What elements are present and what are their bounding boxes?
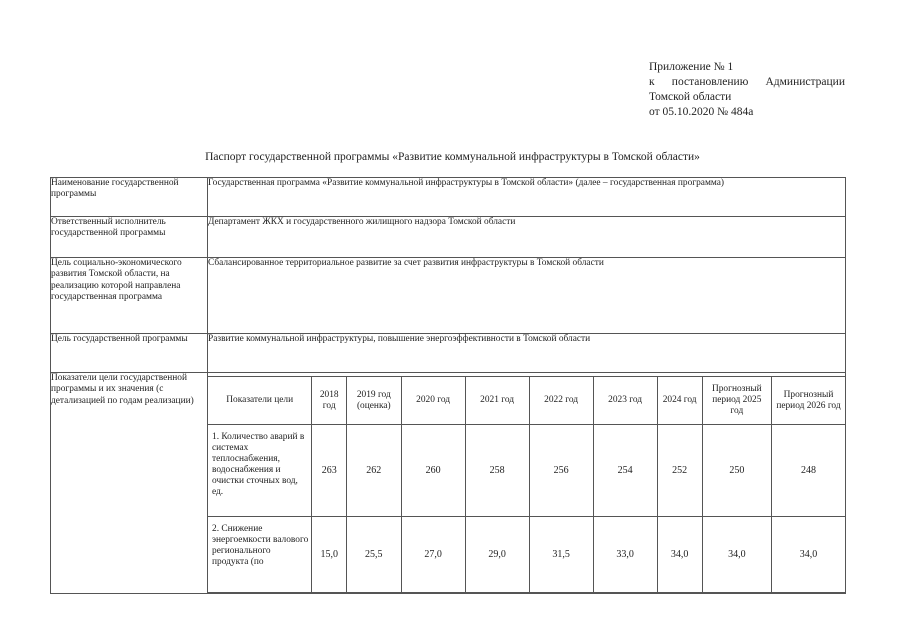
header-cell: Показатели цели [208, 377, 312, 425]
indicator-value: 258 [465, 425, 529, 517]
passport-row [51, 217, 846, 258]
indicator-name: 1. Количество аварий в системах теплоснабжения, водоснабжения и очистки сточных вод, ед. [208, 425, 312, 517]
indicator-value: 260 [401, 425, 465, 517]
indicator-value: 256 [529, 425, 593, 517]
indicator-value: 254 [593, 425, 657, 517]
header-cell: 2019 год (оценка) [347, 377, 402, 425]
indicator-value: 27,0 [401, 517, 465, 593]
passport-row [51, 334, 846, 373]
indicator-value: 250 [702, 425, 771, 517]
row-label: Показатели цели государственной программы и их значения (с детализацией по годам реализации) [51, 373, 208, 594]
header-cell: 2018 год [312, 377, 347, 425]
indicators-header-row [208, 377, 845, 425]
appendix-region: Томской области [649, 91, 732, 103]
row-label: Цель государственной программы [51, 334, 208, 373]
appendix-block [649, 60, 845, 120]
indicator-value: 25,5 [347, 517, 402, 593]
row-label: Цель социально-экономического развития Томской области, на реализацию которой направлена государственная программа [51, 258, 208, 334]
indicator-value: 34,0 [771, 517, 845, 593]
row-label: Наименование государственной программы [51, 178, 208, 217]
header-cell: Прогнозный период 2025 год [702, 377, 771, 425]
passport-row [51, 178, 846, 217]
appendix-word: к [649, 76, 655, 88]
indicator-value: 262 [347, 425, 402, 517]
row-value: Департамент ЖКХ и государственного жилищного надзора Томской области [208, 217, 846, 258]
header-cell: Прогнозный период 2026 год [771, 377, 845, 425]
row-value: Развитие коммунальной инфраструктуры, повышение энергоэффективности в Томской области [208, 334, 846, 373]
indicator-row [208, 517, 845, 593]
appendix-word: постановлению [671, 76, 749, 88]
header-cell: 2024 год [657, 377, 702, 425]
indicators-cell [208, 373, 846, 594]
document-title: Паспорт государственной программы «Развитие коммунальной инфраструктуры в Томской области» [205, 151, 700, 163]
indicator-name: 2. Снижение энергоемкости валового регионального продукта (по [208, 517, 312, 593]
passport-row [51, 258, 846, 334]
appendix-number: Приложение № 1 [649, 61, 734, 73]
indicator-value: 33,0 [593, 517, 657, 593]
header-cell: 2023 год [593, 377, 657, 425]
row-value: Государственная программа «Развитие коммунальной инфраструктуры в Томской области» (далее – государственная программа) [208, 178, 846, 217]
indicator-value: 248 [771, 425, 845, 517]
indicator-value: 34,0 [657, 517, 702, 593]
indicator-value: 31,5 [529, 517, 593, 593]
indicator-row [208, 425, 845, 517]
header-cell: 2021 год [465, 377, 529, 425]
indicator-value: 15,0 [312, 517, 347, 593]
indicators-table [208, 376, 845, 593]
passport-row-indicators [51, 373, 846, 594]
indicator-value: 263 [312, 425, 347, 517]
header-cell: 2020 год [401, 377, 465, 425]
indicator-value: 252 [657, 425, 702, 517]
appendix-resolution-line [649, 75, 845, 90]
indicator-value: 29,0 [465, 517, 529, 593]
appendix-word: Администрации [765, 76, 845, 88]
row-value: Сбалансированное территориальное развитие за счет развития инфраструктуры в Томской области [208, 258, 846, 334]
row-label: Ответственный исполнитель государственной программы [51, 217, 208, 258]
indicator-value: 34,0 [702, 517, 771, 593]
header-cell: 2022 год [529, 377, 593, 425]
appendix-date: от 05.10.2020 № 484а [649, 106, 754, 118]
passport-table [50, 177, 846, 594]
